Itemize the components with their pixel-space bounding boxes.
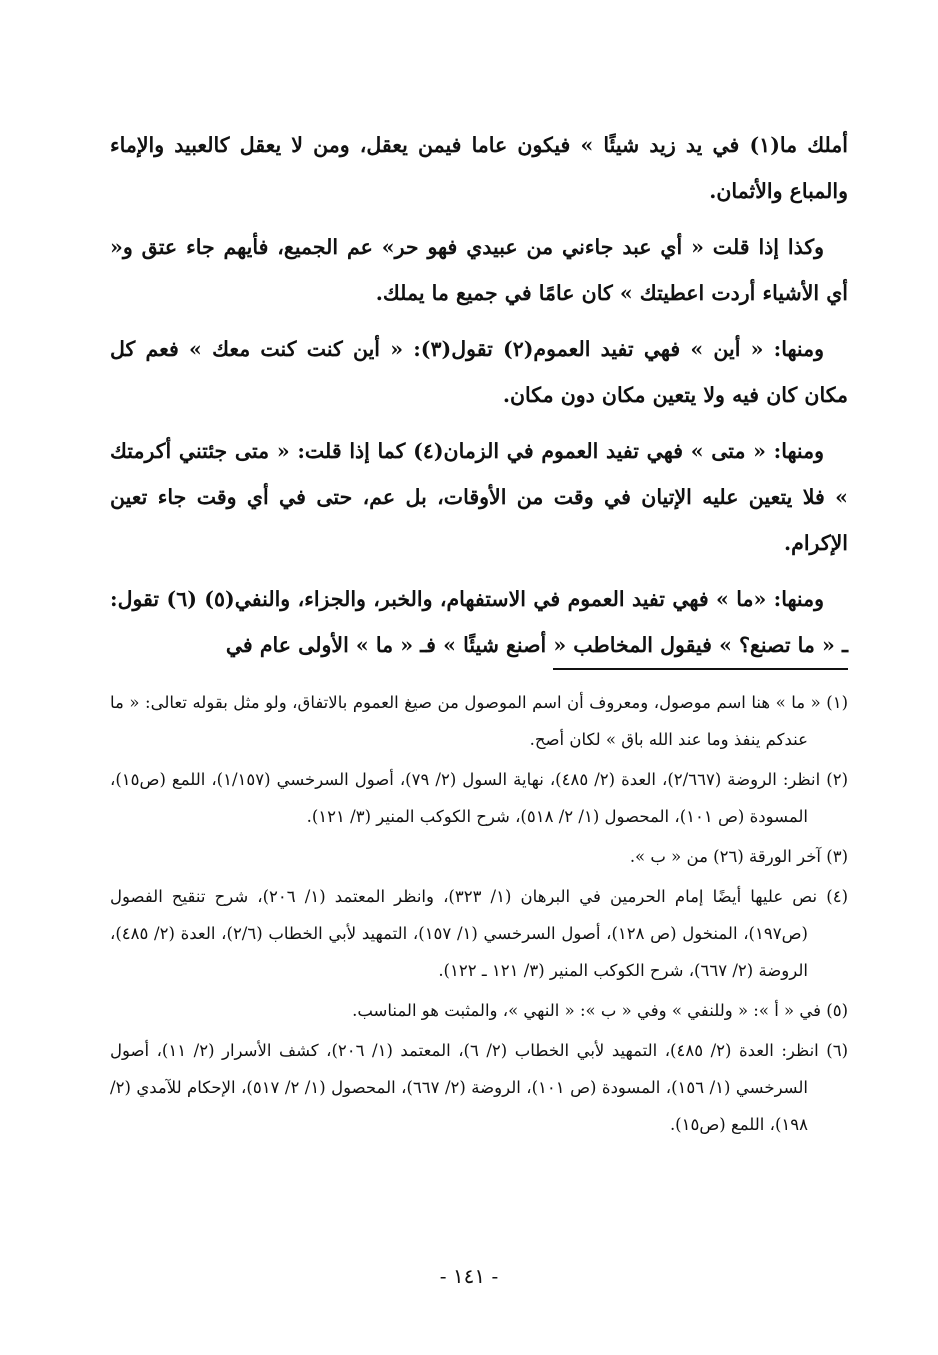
footnotes: [110, 684, 848, 1146]
paragraph-4: ومنها: « متى » فهي تفيد العموم في الزمان(٤) كما إذا قلت: « متى جئتني أكرمتك » فلا يتعين عليه الإتيان في وقت من الأوقات، بل عم، حتى في أي وقت جاء تعين الإكرام.: [110, 439, 848, 555]
footnote-separator: [553, 668, 848, 670]
paragraph-5: ومنها: «ما » فهي تفيد العموم في الاستفهام، والخبر، والجزاء، والنفي(٥) (٦) تقول: ـ « ما تصنع؟ » فيقول المخاطب « أصنع شيئًا » فـ « ما » الأولى عام في: [110, 587, 848, 657]
footnote-3: (٣) آخر الورقة (٢٦) من « ب ».: [629, 847, 848, 866]
page-number: - ١٤١ -: [439, 1264, 499, 1288]
paragraph-1: أملك ما(١) في يد زيد شيئًا » فيكون عاما فيمن يعقل، ومن لا يعقل كالعبيد والإماء والمباع والأثمان.: [110, 133, 848, 203]
footnote-1: (١) « ما » هنا اسم موصول، ومعروف أن اسم الموصول من صيغ العموم بالاتفاق، ولو مثل بقوله تعالى: « ما عندكم ينفذ وما عند الله باق » لكان أصح.: [110, 693, 848, 749]
footnote-2: (٢) انظر: الروضة (٢/٦٦٧)، العدة (٢/ ٤٨٥)، نهاية السول (٢/ ٧٩)، أصول السرخسي (١/١٥٧)، اللمع (ص١٥)، المسودة (ص ١٠١)، المحصول (١/ ٢/ ٥١٨)، شرح الكوكب المنير (٣/ ١٢١).: [110, 770, 848, 826]
paragraph-3: ومنها: « أين » فهي تفيد العموم(٢) تقول(٣): « أين كنت كنت معك » فعم كل مكان كان فيه ولا يتعين مكان دون مكان.: [110, 337, 848, 407]
main-text: [110, 122, 848, 678]
paragraph-2: وكذا إذا قلت « أي عبد جاءني من عبيدي فهو حر» عم الجميع، فأيهم جاء عتق و« أي الأشياء أردت اعطيتك » كان عامًا في جميع ما يملك.: [110, 235, 848, 305]
footnote-5: (٥) في « أ »: « وللنفي » وفي « ب »: « النهي »، والمثبت هو المناسب.: [352, 1001, 848, 1020]
footnote-4: (٤) نص عليها أيضًا إمام الحرمين في البرهان (١/ ٣٢٣)، وانظر المعتمد (١/ ٢٠٦)، شرح تنقيح الفصول (ص١٩٧)، المنخول (ص ١٢٨)، أصول السرخسي (١/ ١٥٧)، التمهيد لأبي الخطاب (٢/٦)، العدة (٢/ ٤٨٥)، الروضة (٢/ ٦٦٧)، شرح الكوكب المنير (٣/ ١٢١ ـ ١٢٢).: [110, 887, 848, 980]
footnote-6: (٦) انظر: العدة (٢/ ٤٨٥)، التمهيد لأبي الخطاب (٢/ ٦)، المعتمد (١/ ٢٠٦)، كشف الأسرار (٢/ ١١)، أصول السرخسي (١/ ١٥٦)، المسودة (ص ١٠١)، الروضة (٢/ ٦٦٧)، المحصول (١/ ٢/ ٥١٧)، الإحكام للآمدي (٢/ ١٩٨)، اللمع (ص١٥).: [110, 1041, 848, 1134]
